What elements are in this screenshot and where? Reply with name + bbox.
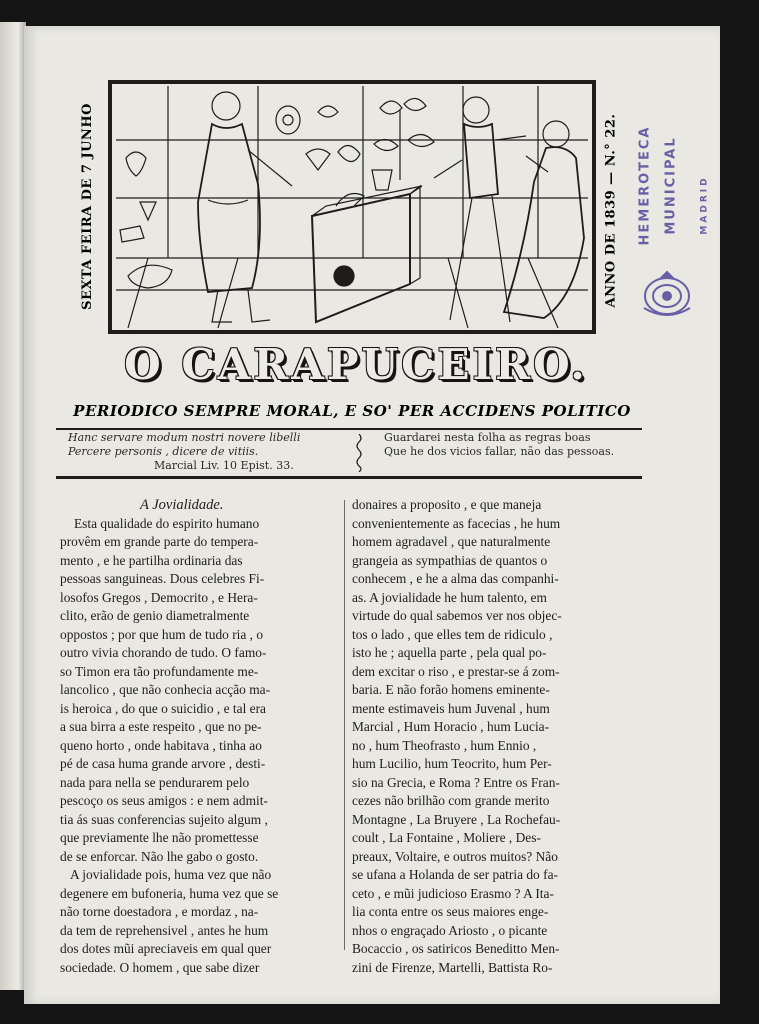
text-line: Bocaccio , os satiricos Beneditto Men-	[352, 941, 560, 956]
text-line: pé de casa huma grande arvore , desti-	[60, 756, 266, 771]
text-line: oppostos ; por que hum de tudo ria , o	[60, 626, 264, 642]
article-column-left	[60, 496, 338, 977]
text-line: Marcial , Hum Horacio , hum Lucia-	[352, 719, 550, 734]
text-line: is heroica , do que o suicidio , e tal era	[60, 700, 266, 716]
date-line: SEXTA FEIRA DE 7 JUNHO	[79, 102, 95, 310]
text-line: hum Lucilio, hum Teocrito, hum Per-	[352, 756, 552, 771]
text-line: lancolico , que não conhecia acção ma-	[60, 682, 271, 697]
masthead-subtitle: PERIODICO SEMPRE MORAL, E SO' PER ACCIDENS POLITICO	[73, 402, 631, 420]
masthead-title: O CARAPUCEIRO.	[124, 340, 588, 389]
text-line: outro vivia chorando de tudo. O famo-	[60, 645, 267, 660]
text-line: Esta qualidade do espirito humano	[74, 515, 260, 531]
text-line: no , hum Theofrasto , hum Ennio ,	[352, 737, 537, 753]
ornamental-divider-icon	[356, 434, 362, 472]
text-line: A jovialidade pois, huma vez que não	[70, 867, 272, 882]
text-line: dos dotes mũi apreciaveis em qual quer	[60, 941, 272, 956]
text-line: grangeia as sympathias de quantos o	[352, 552, 548, 568]
text-line: lia conta entre os seus maiores enge-	[352, 904, 549, 919]
text-line: ceto , e mũi judicioso Erasmo ? A Ita-	[352, 885, 554, 901]
issue-line: ANNO DE 1839 — N.° 22.	[603, 113, 619, 307]
text-line: mento , e he partilha ordinaria das	[60, 552, 243, 568]
text-line: as. A jovialidade he hum talento, em	[352, 589, 547, 605]
text-line: baria. E não forão homens eminente-	[352, 682, 550, 697]
latin-epigraph: Hanc servare modum nostri novere libelli Percere personis , dicere de vitiis. Marcial Liv. 10 Epist. 33.	[68, 431, 346, 473]
header-rule-top	[56, 428, 642, 430]
text-line: pessoas sanguineas. Dous celebres Fi-	[60, 571, 265, 586]
text-line: convenientemente as facecias , he hum	[352, 515, 561, 531]
text-line: conhecem , e he a alma das companhi-	[352, 571, 559, 586]
text-line: provêm em grande parte do tempera-	[60, 534, 259, 549]
article-heading: A Jovialidade.	[140, 497, 224, 513]
text-line: tos o lado , que elles tem de ridiculo ,	[352, 626, 553, 642]
text-line: não torne doestadora , e mordaz , na-	[60, 904, 259, 919]
text-line: mente estimaveis hum Juvenal , hum	[352, 700, 550, 716]
library-stamp: HEMEROTECA MUNICIPAL MADRID	[634, 110, 716, 326]
text-line: virtude do qual sabemos ver nos objec-	[352, 608, 562, 623]
header-rule-bottom	[56, 476, 642, 479]
text-line: a sua birra a este respeito , que no pe-	[60, 719, 262, 734]
text-line: de se enforcar. Não lhe gabo o gosto.	[60, 848, 259, 864]
coat-of-arms-seal-icon	[638, 268, 696, 320]
text-line: donaires a proposito , e que maneja	[352, 497, 542, 512]
text-line: coult , La Fontaine , Moliere , Des-	[352, 830, 541, 845]
text-line: Montagne , La Bruyere , La Rochefau-	[352, 811, 561, 827]
text-line: que previamente lhe não promettesse	[60, 830, 259, 845]
article-column-right	[352, 496, 638, 977]
text-line: nhos o engraçado Ariosto , o picante	[352, 922, 548, 938]
text-line: queno horto , onde habitava , tinha ao	[60, 737, 262, 753]
text-line: isto he ; aquella parte , pela qual po-	[352, 645, 547, 660]
portuguese-epigraph: Guardarei nesta folha as regras boas Que he dos vicios fallar, não das pessoas.	[384, 431, 615, 458]
text-line: zini de Firenze, Martelli, Battista Ro-	[352, 959, 553, 975]
text-line: so Timon era tão profundamente me-	[60, 663, 259, 679]
epigraph-citation: Marcial Liv. 10 Epist. 33.	[154, 459, 294, 472]
text-line: nada para nella se pendurarem pelo	[60, 774, 250, 790]
text-line: tia ás suas conferencias sujeito algum ,	[60, 811, 268, 827]
woodcut-illustration	[108, 80, 596, 334]
text-line: dem excitar o riso , e prestar-se á zom-	[352, 663, 560, 679]
text-line: da tem de reprehensivel , antes he hum	[60, 922, 269, 938]
adjacent-page-edge	[0, 22, 26, 990]
text-line: se ufana a Holanda de ser patria do fa-	[352, 867, 558, 882]
text-line: clito, erão de genio diametralmente	[60, 608, 250, 623]
text-line: cezes não brilhão com grande merito	[352, 793, 550, 808]
text-line: pescoço os seus amigos : e nem admit-	[60, 793, 268, 808]
column-divider	[344, 500, 345, 950]
text-line: losofos Gregos , Democrito , e Hera-	[60, 589, 258, 605]
text-line: degenere em bufoneria, huma vez que se	[60, 885, 279, 901]
text-line: preaux, Voltaire, e outros muitos? Não	[352, 848, 558, 864]
text-line: sio na Grecia, e Roma ? Entre os Fran-	[352, 774, 560, 790]
text-line: sociedade. O homem , que sabe dizer	[60, 959, 260, 975]
text-line: homem agradavel , que naturalmente	[352, 534, 551, 549]
